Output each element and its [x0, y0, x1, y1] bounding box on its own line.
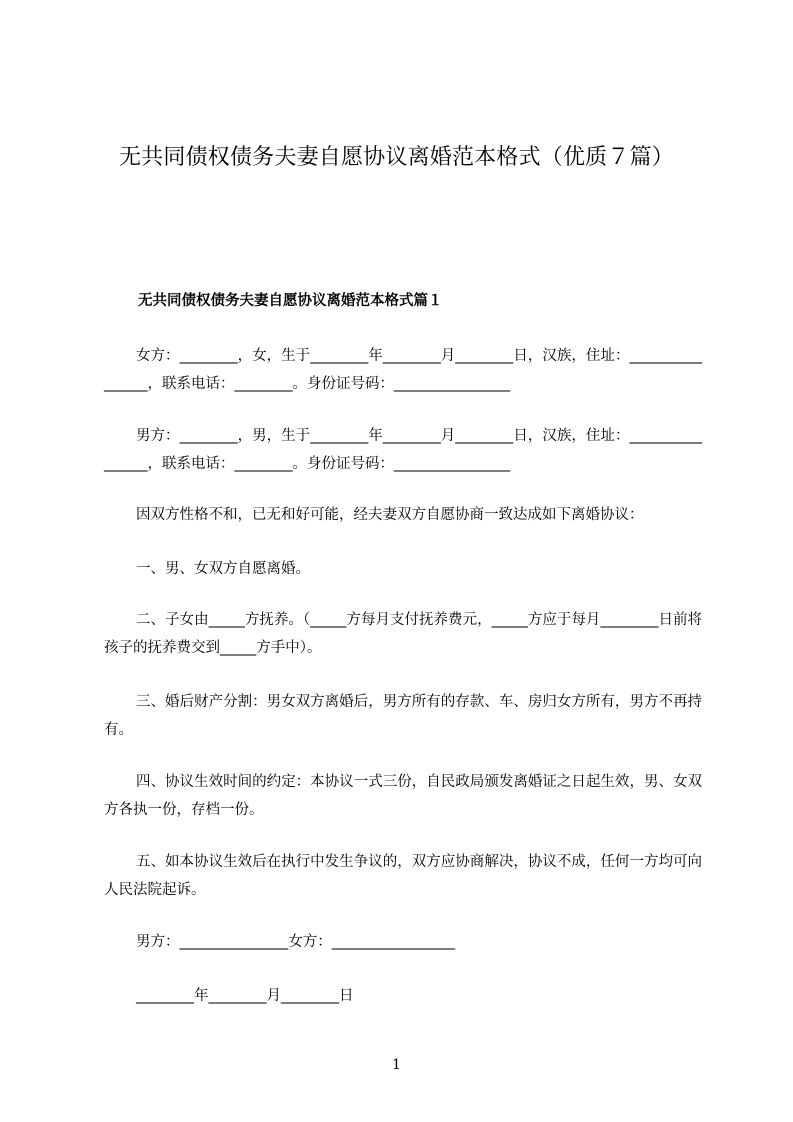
section-heading: 无共同债权债务夫妻自愿协议离婚范本格式篇１ — [138, 293, 443, 309]
signature-line: 男方：_______________女方：_________________ — [136, 934, 455, 950]
male-party-paragraph: 男方：________，男，生于________年________月________日，汉族，住址：________________，联系电话：________。身份证号码：________________ — [104, 428, 702, 472]
clause-4-paragraph: 四、协议生效时间的约定：本协议一式三份，自民政局颁发离婚证之日起生效，男、女双方各执一份，存档一份。 — [104, 774, 702, 818]
female-party-paragraph: 女方：________，女，生于________年________月________日，汉族，住址：________________，联系电话：________。身份证号码：________________ — [104, 348, 702, 392]
clause-3-paragraph: 三、婚后财产分割：男女双方离婚后，男方所有的存款、车、房归女方所有，男方不再持有。 — [104, 694, 702, 738]
document-title: 无共同债权债务夫妻自愿协议离婚范本格式（优质７篇） — [118, 145, 674, 170]
clause-2-paragraph: 二、子女由_____方抚养。（_____方每月支付抚养费元，_____方应于每月________日前将孩子的抚养费交到_____方手中）。 — [104, 612, 702, 656]
clause-1-paragraph: 一、男、女双方自愿离婚。 — [136, 561, 310, 577]
date-line: ________年________月________日 — [136, 988, 354, 1004]
page-number: 1 — [392, 1057, 401, 1073]
clause-5-paragraph: 五、如本协议生效后在执行中发生争议的，双方应协商解决，协议不成，任何一方均可向人民法院起诉。 — [104, 854, 702, 898]
intro-paragraph: 因双方性格不和，已无和好可能，经夫妻双方自愿协商一致达成如下离婚协议： — [136, 507, 644, 523]
